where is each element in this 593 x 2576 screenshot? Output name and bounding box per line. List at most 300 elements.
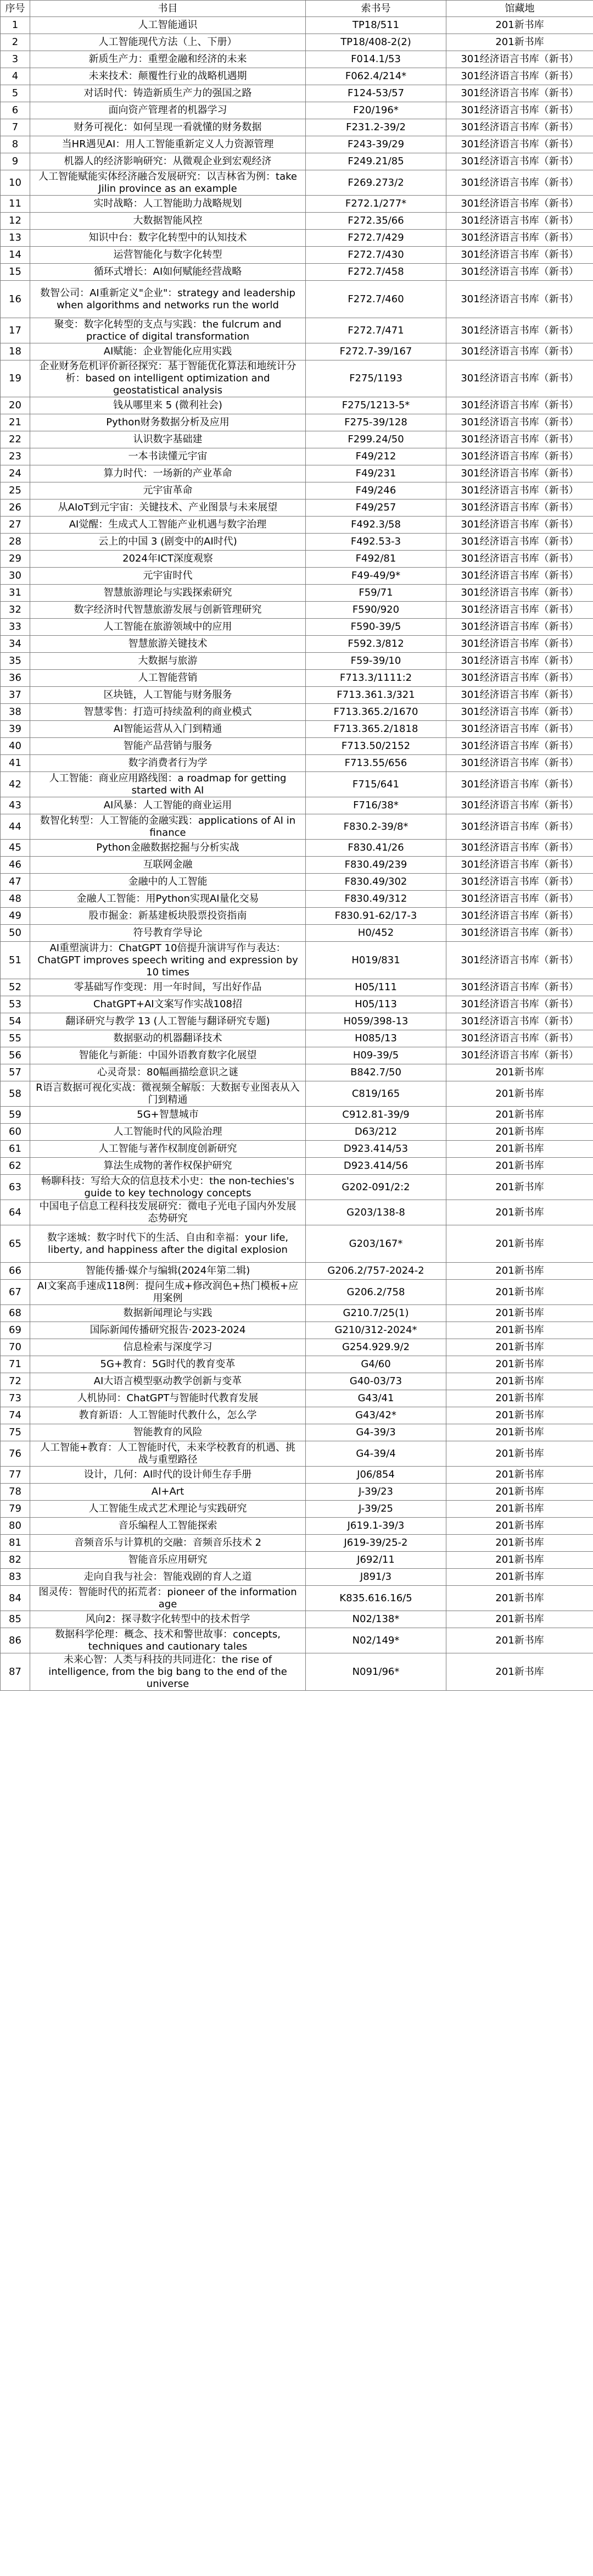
row-index: 27 (1, 517, 30, 534)
book-title: 数字经济时代智慧旅游发展与创新管理研究 (30, 602, 306, 619)
row-index: 65 (1, 1225, 30, 1263)
call-number: F249.21/85 (306, 153, 446, 170)
call-number: F830.49/239 (306, 857, 446, 874)
library-location: 201新书库 (446, 1081, 593, 1107)
row-index: 69 (1, 1322, 30, 1339)
row-index: 25 (1, 482, 30, 499)
call-number: G40-03/73 (306, 1373, 446, 1390)
library-location: 201新书库 (446, 1518, 593, 1535)
library-location: 201新书库 (446, 1467, 593, 1484)
table-row (1, 360, 593, 397)
table-row (1, 1653, 593, 1691)
row-index: 79 (1, 1501, 30, 1518)
call-number: B842.7/50 (306, 1064, 446, 1081)
call-number: J891/3 (306, 1569, 446, 1586)
library-location: 201新书库 (446, 34, 593, 51)
call-number: F59-39/10 (306, 653, 446, 670)
book-title: 未来技术：颠覆性行业的战略机遇期 (30, 68, 306, 85)
table-row (1, 517, 593, 534)
book-title: 智能传播·媒介与编辑(2024年第二辑) (30, 1263, 306, 1280)
table-row (1, 721, 593, 738)
call-number: F713.361.3/321 (306, 687, 446, 704)
library-location: 201新书库 (446, 1064, 593, 1081)
row-index: 9 (1, 153, 30, 170)
row-index: 81 (1, 1535, 30, 1552)
table-row (1, 1280, 593, 1305)
call-number: F713.365.2/1818 (306, 721, 446, 738)
library-location: 201新书库 (446, 1484, 593, 1501)
call-number: F014.1/53 (306, 51, 446, 68)
table-row (1, 925, 593, 942)
book-title: AI+Art (30, 1484, 306, 1501)
call-number: H09-39/5 (306, 1047, 446, 1064)
book-title: Python金融数据挖掘与分析实战 (30, 840, 306, 857)
book-title: 大数据智能风控 (30, 213, 306, 230)
call-number: F20/196* (306, 102, 446, 119)
table-row (1, 891, 593, 908)
row-index: 53 (1, 996, 30, 1013)
row-index: 37 (1, 687, 30, 704)
call-number: G210.7/25(1) (306, 1305, 446, 1322)
table-row (1, 247, 593, 264)
book-title: 国际新闻传播研究报告·2023-2024 (30, 1322, 306, 1339)
book-title: 区块链，人工智能与财务服务 (30, 687, 306, 704)
library-location: 301经济语言书库（新书） (446, 585, 593, 602)
call-number: F272.7/429 (306, 230, 446, 247)
row-index: 7 (1, 119, 30, 136)
call-number: G43/41 (306, 1390, 446, 1407)
book-title: 翻译研究与教学 13 (人工智能与翻译研究专题) (30, 1013, 306, 1030)
call-number: F713.365.2/1670 (306, 704, 446, 721)
row-index: 74 (1, 1407, 30, 1424)
call-number: G43/42* (306, 1407, 446, 1424)
call-number: F716/38* (306, 797, 446, 814)
table-row (1, 908, 593, 925)
library-location: 201新书库 (446, 1263, 593, 1280)
table-row (1, 670, 593, 687)
call-number: F492.3/58 (306, 517, 446, 534)
row-index: 86 (1, 1628, 30, 1653)
table-row (1, 942, 593, 979)
library-location: 301经济语言书库（新书） (446, 704, 593, 721)
table-row (1, 51, 593, 68)
row-index: 38 (1, 704, 30, 721)
table-row (1, 797, 593, 814)
table-row (1, 397, 593, 414)
call-number: F49/246 (306, 482, 446, 499)
table-row (1, 1484, 593, 1501)
call-number: F830.41/26 (306, 840, 446, 857)
header-index: 序号 (1, 1, 30, 17)
library-location: 301经济语言书库（新书） (446, 979, 593, 996)
library-location: 301经济语言书库（新书） (446, 942, 593, 979)
library-location: 201新书库 (446, 1569, 593, 1586)
call-number: J-39/23 (306, 1484, 446, 1501)
book-title: AI觉醒：生成式人工智能产业机遇与数字治理 (30, 517, 306, 534)
book-title: 财务可视化：如何呈现一看就懂的财务数据 (30, 119, 306, 136)
library-location: 301经济语言书库（新书） (446, 360, 593, 397)
book-title: 元宇宙时代 (30, 568, 306, 585)
library-location: 301经济语言书库（新书） (446, 102, 593, 119)
row-index: 84 (1, 1586, 30, 1611)
library-location: 201新书库 (446, 1390, 593, 1407)
table-row (1, 1305, 593, 1322)
call-number: C912.81-39/9 (306, 1107, 446, 1124)
table-row (1, 653, 593, 670)
call-number: J619.1-39/3 (306, 1518, 446, 1535)
book-title: 人工智能+教育：人工智能时代，未来学校教育的机遇、挑战与重塑路径 (30, 1441, 306, 1467)
call-number: F49/212 (306, 448, 446, 465)
table-row (1, 996, 593, 1013)
row-index: 6 (1, 102, 30, 119)
library-location: 301经济语言书库（新书） (446, 636, 593, 653)
table-row (1, 1611, 593, 1628)
book-title: 智慧零售：打造可持续盈利的商业模式 (30, 704, 306, 721)
table-row (1, 738, 593, 755)
book-title: 数据驱动的机器翻译技术 (30, 1030, 306, 1047)
row-index: 35 (1, 653, 30, 670)
book-title: AI赋能：企业智能化应用实践 (30, 343, 306, 360)
library-location: 301经济语言书库（新书） (446, 51, 593, 68)
library-location: 301经济语言书库（新书） (446, 653, 593, 670)
library-location: 301经济语言书库（新书） (446, 431, 593, 448)
library-location: 201新书库 (446, 1175, 593, 1200)
table-row (1, 136, 593, 153)
library-location: 301经济语言书库（新书） (446, 119, 593, 136)
call-number: F592.3/812 (306, 636, 446, 653)
call-number: J06/854 (306, 1467, 446, 1484)
library-location: 201新书库 (446, 1501, 593, 1518)
row-index: 2 (1, 34, 30, 51)
call-number: F272.7/460 (306, 281, 446, 318)
book-title: 人工智能营销 (30, 670, 306, 687)
library-location: 301经济语言书库（新书） (446, 1013, 593, 1030)
library-location: 301经济语言书库（新书） (446, 414, 593, 431)
book-title: 面向资产管理者的机器学习 (30, 102, 306, 119)
row-index: 78 (1, 1484, 30, 1501)
library-location: 301经济语言书库（新书） (446, 840, 593, 857)
table-row (1, 1263, 593, 1280)
library-location: 201新书库 (446, 1356, 593, 1373)
library-location: 301经济语言书库（新书） (446, 551, 593, 568)
call-number: H019/831 (306, 942, 446, 979)
library-location: 301经济语言书库（新书） (446, 281, 593, 318)
call-number: G206.2/758 (306, 1280, 446, 1305)
book-title: 实时战略：人工智能助力战略规划 (30, 196, 306, 213)
table-row (1, 772, 593, 797)
book-title: 人工智能现代方法（上、下册） (30, 34, 306, 51)
table-row (1, 1535, 593, 1552)
library-location: 301经济语言书库（新书） (446, 318, 593, 343)
row-index: 48 (1, 891, 30, 908)
call-number: G4/60 (306, 1356, 446, 1373)
book-title: 人工智能时代的风险治理 (30, 1124, 306, 1141)
library-location: 301经济语言书库（新书） (446, 85, 593, 102)
table-row (1, 1628, 593, 1653)
table-row (1, 153, 593, 170)
call-number: C819/165 (306, 1081, 446, 1107)
library-location: 301经济语言书库（新书） (446, 738, 593, 755)
book-title: 聚变：数字化转型的支点与实践：the fulcrum and practice of digital transformation (30, 318, 306, 343)
library-location: 301经济语言书库（新书） (446, 891, 593, 908)
table-row (1, 281, 593, 318)
row-index: 60 (1, 1124, 30, 1141)
row-index: 45 (1, 840, 30, 857)
row-index: 16 (1, 281, 30, 318)
call-number: F272.7/430 (306, 247, 446, 264)
library-location: 201新书库 (446, 1225, 593, 1263)
library-location: 201新书库 (446, 1653, 593, 1691)
row-index: 33 (1, 619, 30, 636)
library-location: 201新书库 (446, 17, 593, 34)
library-location: 201新书库 (446, 1611, 593, 1628)
row-index: 41 (1, 755, 30, 772)
call-number: F272.35/66 (306, 213, 446, 230)
book-title: 2024年ICT深度观察 (30, 551, 306, 568)
row-index: 22 (1, 431, 30, 448)
book-title: 新质生产力：重塑金融和经济的未来 (30, 51, 306, 68)
book-title: 人工智能通识 (30, 17, 306, 34)
book-title: Python财务数据分析及应用 (30, 414, 306, 431)
table-row (1, 17, 593, 34)
table-row (1, 170, 593, 196)
header-title: 书目 (30, 1, 306, 17)
call-number: G254.929.9/2 (306, 1339, 446, 1356)
library-location: 301经济语言书库（新书） (446, 264, 593, 281)
row-index: 30 (1, 568, 30, 585)
book-title: 音乐编程人工智能探索 (30, 1518, 306, 1535)
book-title: 走向自我与社会：智能戏剧的育人之道 (30, 1569, 306, 1586)
library-location: 201新书库 (446, 1407, 593, 1424)
call-number: F492/81 (306, 551, 446, 568)
library-location: 301经济语言书库（新书） (446, 482, 593, 499)
call-number: F243-39/29 (306, 136, 446, 153)
row-index: 56 (1, 1047, 30, 1064)
table-row (1, 1407, 593, 1424)
table-row (1, 1569, 593, 1586)
row-index: 66 (1, 1263, 30, 1280)
library-location: 301经济语言书库（新书） (446, 721, 593, 738)
book-title: 股市掘金：新基建板块股票投资指南 (30, 908, 306, 925)
call-number: F590-39/5 (306, 619, 446, 636)
row-index: 15 (1, 264, 30, 281)
book-title: 人工智能赋能实体经济融合发展研究：以吉林省为例：take Jilin province as an example (30, 170, 306, 196)
book-title: 数智化转型：人工智能的金融实践：applications of AI in finance (30, 814, 306, 840)
call-number: F272.7/471 (306, 318, 446, 343)
library-location: 301经济语言书库（新书） (446, 247, 593, 264)
row-index: 72 (1, 1373, 30, 1390)
table-row (1, 602, 593, 619)
library-location: 301经济语言书库（新书） (446, 448, 593, 465)
book-title: 中国电子信息工程科技发展研究：微电子光电子国内外发展态势研究 (30, 1200, 306, 1225)
table-row (1, 318, 593, 343)
row-index: 64 (1, 1200, 30, 1225)
book-title: 对话时代：铸造新质生产力的强国之路 (30, 85, 306, 102)
book-title: 5G+智慧城市 (30, 1107, 306, 1124)
library-location: 301经济语言书库（新书） (446, 213, 593, 230)
book-title: AI风暴：人工智能的商业运用 (30, 797, 306, 814)
library-location: 201新书库 (446, 1280, 593, 1305)
call-number: F492.53-3 (306, 534, 446, 551)
library-location: 301经济语言书库（新书） (446, 908, 593, 925)
book-title: 从AIoT到元宇宙：关键技术、产业图景与未来展望 (30, 499, 306, 517)
table-row (1, 213, 593, 230)
call-number: F49/257 (306, 499, 446, 517)
call-number: G202-091/2:2 (306, 1175, 446, 1200)
table-row (1, 482, 593, 499)
table-row (1, 1586, 593, 1611)
call-number: F49-49/9* (306, 568, 446, 585)
row-index: 36 (1, 670, 30, 687)
table-row (1, 343, 593, 360)
library-location: 301经济语言书库（新书） (446, 1030, 593, 1047)
book-title: 信息检索与深度学习 (30, 1339, 306, 1356)
table-row (1, 1064, 593, 1081)
call-number: D63/212 (306, 1124, 446, 1141)
row-index: 34 (1, 636, 30, 653)
table-row (1, 448, 593, 465)
call-number: F830.2-39/8* (306, 814, 446, 840)
library-location: 301经济语言书库（新书） (446, 153, 593, 170)
table-row (1, 85, 593, 102)
book-title: 人工智能与著作权制度创新研究 (30, 1141, 306, 1158)
row-index: 1 (1, 17, 30, 34)
call-number: H05/111 (306, 979, 446, 996)
call-number: J-39/25 (306, 1501, 446, 1518)
call-number: H05/113 (306, 996, 446, 1013)
row-index: 61 (1, 1141, 30, 1158)
book-title: 数字迷城：数字时代下的生活、自由和幸福：your life, liberty, and happiness after the digital explosion (30, 1225, 306, 1263)
row-index: 3 (1, 51, 30, 68)
book-title: 未来心智：人类与科技的共同进化：the rise of intelligence, from the big bang to the end of the universe (30, 1653, 306, 1691)
book-title: AI重塑演讲力：ChatGPT 10倍提升演讲写作与表达：ChatGPT improves speech writing and expression by 10 times (30, 942, 306, 979)
call-number: H0/452 (306, 925, 446, 942)
call-number: G4-39/3 (306, 1424, 446, 1441)
call-number: F062.4/214* (306, 68, 446, 85)
library-location: 301经济语言书库（新书） (446, 857, 593, 874)
table-row (1, 1124, 593, 1141)
library-location: 201新书库 (446, 1141, 593, 1158)
book-title: AI智能运营从入门到精通 (30, 721, 306, 738)
library-location: 201新书库 (446, 1107, 593, 1124)
book-title: 智慧旅游关键技术 (30, 636, 306, 653)
row-index: 68 (1, 1305, 30, 1322)
call-number: N02/138* (306, 1611, 446, 1628)
book-title: 设计，几何：AI时代的设计师生存手册 (30, 1467, 306, 1484)
table-row (1, 1081, 593, 1107)
row-index: 83 (1, 1569, 30, 1586)
table-row (1, 1141, 593, 1158)
book-title: 图灵传：智能时代的拓荒者：pioneer of the information age (30, 1586, 306, 1611)
call-number: N091/96* (306, 1653, 446, 1691)
table-row (1, 534, 593, 551)
table-row (1, 1373, 593, 1390)
table-row (1, 1158, 593, 1175)
row-index: 58 (1, 1081, 30, 1107)
library-location: 201新书库 (446, 1535, 593, 1552)
table-row (1, 1467, 593, 1484)
table-row (1, 230, 593, 247)
row-index: 63 (1, 1175, 30, 1200)
book-title: 数智公司：AI重新定义"企业"：strategy and leadership when algorithms and networks run the world (30, 281, 306, 318)
table-row (1, 499, 593, 517)
book-title: 人工智能：商业应用路线图：a roadmap for getting started with AI (30, 772, 306, 797)
table-row (1, 1047, 593, 1064)
table-body (1, 17, 593, 1691)
book-title: 零基础写作变现：用一年时间，写出好作品 (30, 979, 306, 996)
library-location: 201新书库 (446, 1339, 593, 1356)
row-index: 51 (1, 942, 30, 979)
call-number: F275/1213-5* (306, 397, 446, 414)
row-index: 40 (1, 738, 30, 755)
table-row (1, 1356, 593, 1373)
call-number: F590/920 (306, 602, 446, 619)
table-row (1, 687, 593, 704)
call-number: D923.414/56 (306, 1158, 446, 1175)
row-index: 17 (1, 318, 30, 343)
book-title: 循环式增长：AI如何赋能经营战略 (30, 264, 306, 281)
header-call-number: 索书号 (306, 1, 446, 17)
table-row (1, 874, 593, 891)
row-index: 29 (1, 551, 30, 568)
table-row (1, 1225, 593, 1263)
table-row (1, 857, 593, 874)
library-location: 201新书库 (446, 1628, 593, 1653)
row-index: 71 (1, 1356, 30, 1373)
book-title: 算力时代：一场新的产业革命 (30, 465, 306, 482)
book-title: ChatGPT+AI文案写作实战108招 (30, 996, 306, 1013)
call-number: F715/641 (306, 772, 446, 797)
table-row (1, 414, 593, 431)
table-header (1, 1, 593, 17)
call-number: K835.616.16/5 (306, 1586, 446, 1611)
row-index: 23 (1, 448, 30, 465)
library-location: 301经济语言书库（新书） (446, 602, 593, 619)
call-number: F713.50/2152 (306, 738, 446, 755)
row-index: 18 (1, 343, 30, 360)
call-number: D923.414/53 (306, 1141, 446, 1158)
call-number: J619-39/25-2 (306, 1535, 446, 1552)
library-location: 301经济语言书库（新书） (446, 670, 593, 687)
table-row (1, 1424, 593, 1441)
row-index: 87 (1, 1653, 30, 1691)
call-number: G203/138-8 (306, 1200, 446, 1225)
library-location: 301经济语言书库（新书） (446, 465, 593, 482)
call-number: F299.24/50 (306, 431, 446, 448)
row-index: 26 (1, 499, 30, 517)
call-number: F272.7-39/167 (306, 343, 446, 360)
call-number: G210/312-2024* (306, 1322, 446, 1339)
book-title: 元宇宙革命 (30, 482, 306, 499)
book-title: 音频音乐与计算机的交融：音频音乐技术 2 (30, 1535, 306, 1552)
table-row (1, 1518, 593, 1535)
row-index: 28 (1, 534, 30, 551)
call-number: TP18/511 (306, 17, 446, 34)
table-row (1, 196, 593, 213)
row-index: 14 (1, 247, 30, 264)
library-location: 301经济语言书库（新书） (446, 136, 593, 153)
book-title: 数据新闻理论与实践 (30, 1305, 306, 1322)
book-title: 智能化与新能：中国外语教育数字化展望 (30, 1047, 306, 1064)
table-row (1, 1200, 593, 1225)
row-index: 21 (1, 414, 30, 431)
table-row (1, 264, 593, 281)
table-row (1, 619, 593, 636)
call-number: F59/71 (306, 585, 446, 602)
table-row (1, 34, 593, 51)
row-index: 57 (1, 1064, 30, 1081)
book-title: 数字消费者行为学 (30, 755, 306, 772)
